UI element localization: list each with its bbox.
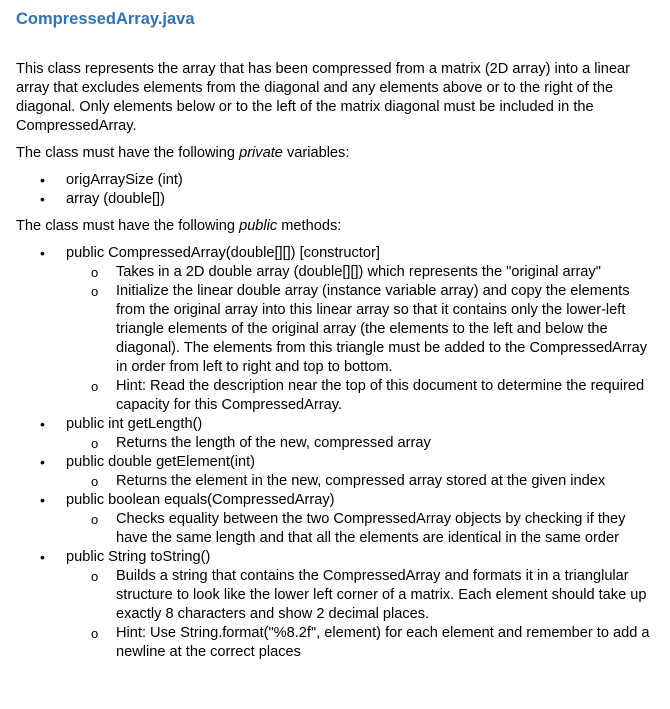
method-item [16,415,658,453]
public-methods-heading [16,217,658,236]
detail-item: o Takes in a 2D double array (double[][]) which represents the "original array" [66,263,658,282]
private-vars-heading [16,144,658,163]
method-details [66,434,658,453]
method-details [66,567,658,662]
method-details [66,263,658,415]
list-item: • origArraySize (int) [16,171,658,190]
method-item [16,548,658,662]
public-methods-list [16,244,658,662]
private-intro-before: The class must have the following [16,145,240,161]
method-details [66,510,658,548]
detail-item: o Hint: Use String.format("%8.2f", element) for each element and remember to add a newline at the correct places [66,624,658,662]
private-vars-list [16,171,658,209]
detail-item: o Returns the length of the new, compressed array [66,434,658,453]
detail-item: o Initialize the linear double array (instance variable array) and copy the elements from the original array into this linear array so that it contains only the lower-left triangle elements of the original array (the elements to the left and below the diagonal). The elements from this triangle must be added to the CompressedArray in order from left to right and top to bottom. [66,282,658,377]
private-intro-after: variables: [282,145,350,161]
document-title: CompressedArray.java [16,10,195,28]
private-emphasis: private [239,145,283,161]
intro-paragraph: This class represents the array that has been compressed from a matrix (2D array) into a linear array that excludes elements from the diagonal and any elements above or to the right of the diagonal. Only elements below or to the left of the matrix diagonal must be included in the CompressedArray. [16,61,630,134]
detail-item: o Builds a string that contains the CompressedArray and formats it in a trianglular structure to look like the lower left corner of a matrix. Each element should take up exactly 8 characters and show 2 decimal places. [66,567,658,624]
method-item [16,244,658,415]
detail-item: o Checks equality between the two CompressedArray objects by checking if they have the same length and that all the elements are identical in the same order [66,510,658,548]
method-signature: public CompressedArray(double[][]) [constructor] [66,245,380,261]
detail-item: o Hint: Read the description near the top of this document to determine the required capacity for this CompressedArray. [66,377,658,415]
method-signature: public boolean equals(CompressedArray) [66,492,335,508]
method-signature: public double getElement(int) [66,454,256,470]
method-signature: public String toString() [66,549,211,565]
method-item [16,491,658,548]
list-item: • array (double[]) [16,190,658,209]
public-emphasis: public [239,218,278,234]
detail-item: o Returns the element in the new, compressed array stored at the given index [66,472,658,491]
method-item [16,453,658,491]
method-details [66,472,658,491]
method-signature: public int getLength() [66,416,203,432]
public-intro-before: The class must have the following [16,218,240,234]
public-intro-after: methods: [277,218,342,234]
